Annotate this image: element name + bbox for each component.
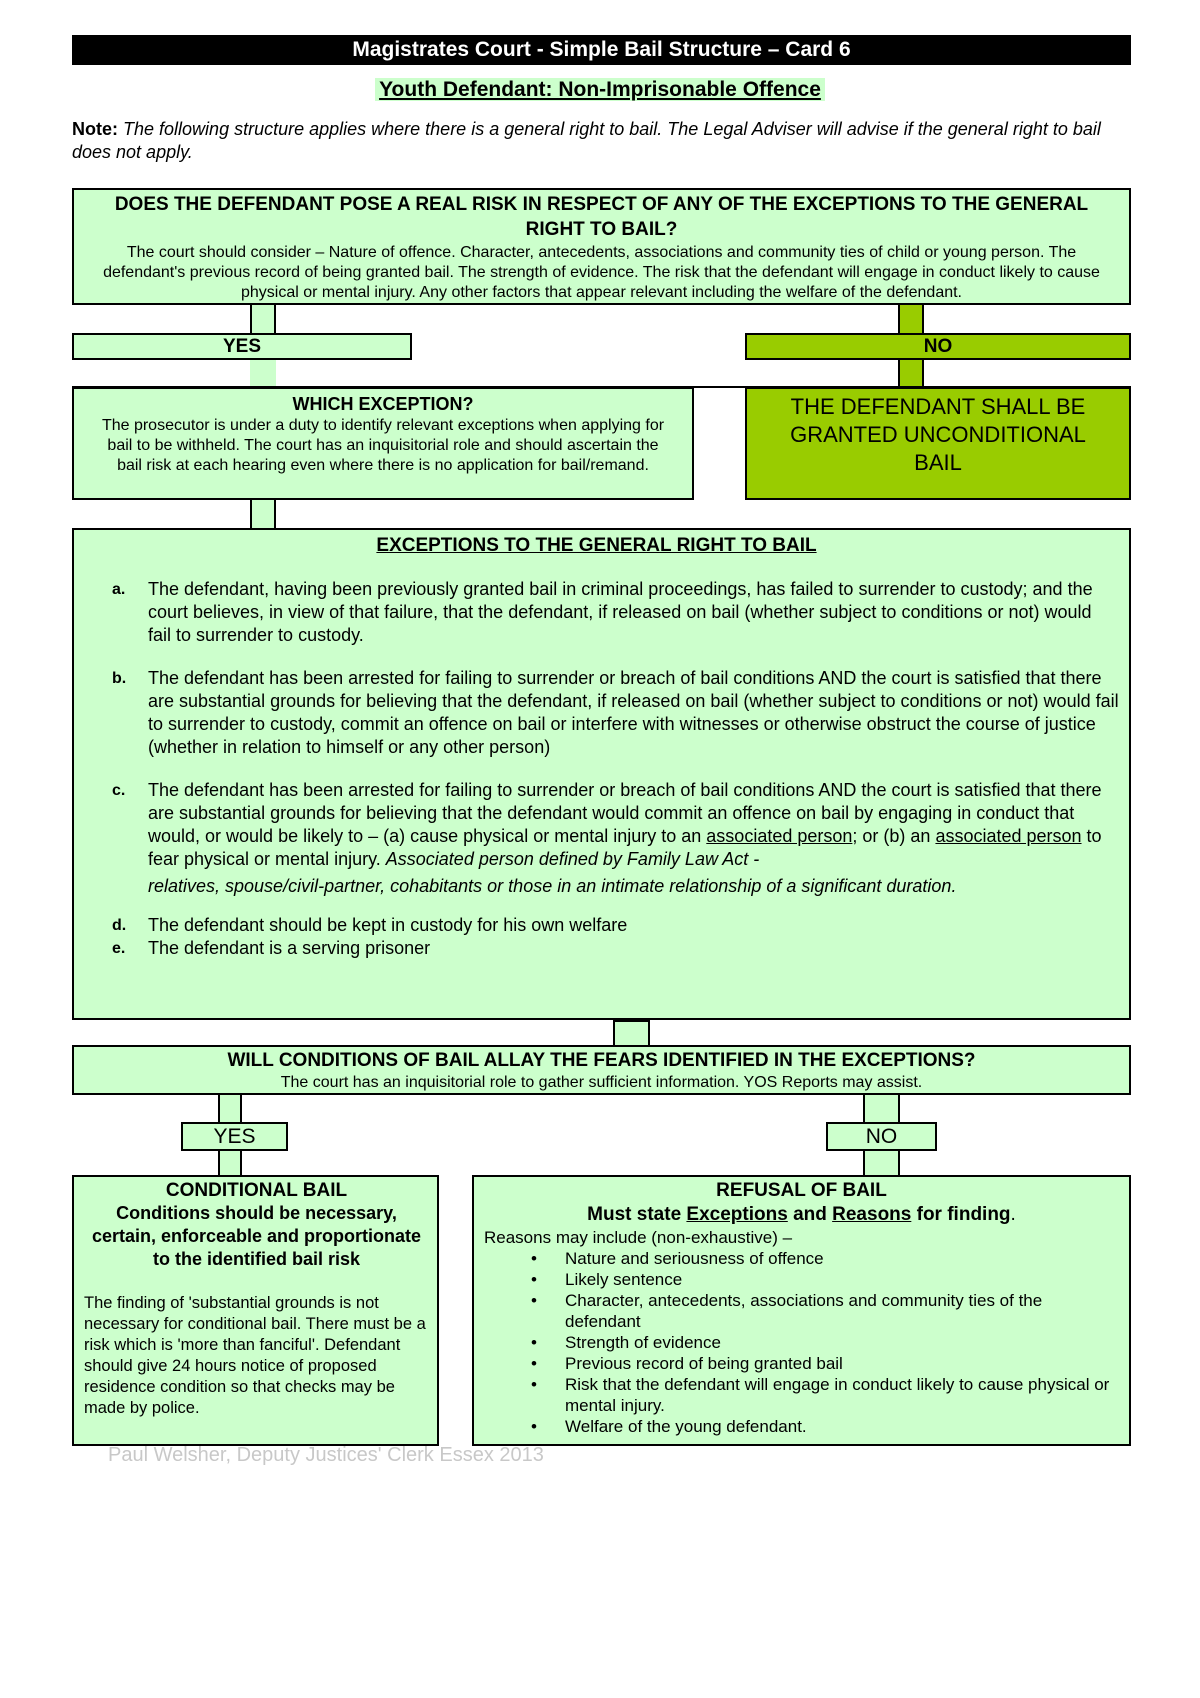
card-title: Magistrates Court - Simple Bail Structure – Card 6 xyxy=(72,35,1131,65)
connector xyxy=(863,1095,900,1122)
card-subtitle xyxy=(0,78,1200,102)
reasons-intro: Reasons may include (non-exhaustive) – xyxy=(484,1228,793,1247)
no-label-1: NO xyxy=(745,333,1131,360)
exception-text: The defendant is a serving prisoner xyxy=(148,938,431,958)
reason-item: • Risk that the defendant will engage in conduct likely to cause physical or mental injury. xyxy=(484,1374,1119,1416)
note-text: The following structure applies where there is a general right to bail. The Legal Adviser will advise if the general right to bail does not apply. xyxy=(72,119,1101,162)
which-exception-box xyxy=(72,387,694,500)
no-label-2: NO xyxy=(826,1122,937,1151)
exceptions-title: EXCEPTIONS TO THE GENERAL RIGHT TO BAIL xyxy=(376,535,817,556)
which-exception-title: WHICH EXCEPTION? xyxy=(292,394,474,414)
exception-label: c. xyxy=(112,782,126,799)
connector xyxy=(218,1151,242,1176)
refusal-subtitle-text: and xyxy=(793,1204,827,1225)
note-label: Note: xyxy=(72,119,118,139)
reason-item: • Character, antecedents, associations and community ties of the defendant xyxy=(484,1290,1119,1332)
connector xyxy=(218,1095,242,1122)
connector xyxy=(250,360,276,387)
exceptions-list xyxy=(74,578,1119,960)
reason-item: • Likely sentence xyxy=(484,1269,1119,1290)
exception-label: e. xyxy=(112,940,126,957)
exception-a xyxy=(74,578,1119,647)
footer-credit: Paul Welsher, Deputy Justices' Clerk Essex 2013 xyxy=(108,1444,544,1466)
exception-b xyxy=(74,667,1119,759)
unconditional-bail-box xyxy=(745,387,1131,500)
refusal-subtitle-term: Exceptions xyxy=(686,1204,788,1225)
reason-item: • Previous record of being granted bail xyxy=(484,1353,1119,1374)
risk-question-body: The court should consider – Nature of offence. Character, antecedents, associations and community ties of child or young person. The defendant's previous record of being granted bail. The strength of evidence. The risk that the defendant will engage in conduct likely to cause physical or mental injury. Any other factors that appear relevant including the welfare of the defendant. xyxy=(103,244,1100,301)
exception-text: The defendant has been arrested for failing to surrender or breach of bail conditions AND the court is satisfied that there are substantial grounds for believing that the defendant, if released on bail (whether subject to conditions or not) would fail to surrender to custody, commit an offence on bail or interfere with witnesses or otherwise obstruct the course of justice (whether in relation to himself or any other person) xyxy=(148,668,1119,757)
exceptions-box xyxy=(72,528,1131,1020)
refusal-subtitle-text: Must state xyxy=(587,1204,682,1225)
conditional-bail-box xyxy=(72,1175,439,1446)
refusal-subtitle-term: Reasons xyxy=(832,1204,912,1225)
exception-text: to fear physical or mental injury. xyxy=(148,826,1102,869)
exception-label: a. xyxy=(112,581,126,598)
associated-person-term: associated person xyxy=(935,826,1082,846)
associated-person-term: associated person xyxy=(706,826,853,846)
connector xyxy=(250,305,276,333)
exception-label: b. xyxy=(112,670,127,687)
connector xyxy=(863,1151,900,1176)
exception-c xyxy=(74,779,1119,898)
refusal-of-bail-box xyxy=(472,1175,1131,1446)
refusal-subtitle xyxy=(484,1202,1119,1227)
exception-d xyxy=(74,914,1119,937)
subtitle-text: Youth Defendant: Non-Imprisonable Offence xyxy=(375,78,825,101)
refusal-title: REFUSAL OF BAIL xyxy=(716,1180,887,1201)
conditions-question-title: WILL CONDITIONS OF BAIL ALLAY THE FEARS IDENTIFIED IN THE EXCEPTIONS? xyxy=(227,1050,976,1071)
conditions-question-body: The court has an inquisitorial role to gather sufficient information. YOS Reports may assist. xyxy=(280,1074,923,1091)
connector xyxy=(250,500,276,528)
reason-item: • Strength of evidence xyxy=(484,1332,1119,1353)
connector xyxy=(898,305,924,333)
yes-label-1: YES xyxy=(72,333,412,360)
conditional-bail-body: The finding of 'substantial grounds is not necessary for conditional bail. There must be a risk which is 'more than fanciful'. Defendant should give 24 hours notice of proposed residence condition so that checks may be made by police. xyxy=(84,1294,426,1417)
conditions-question-box xyxy=(72,1045,1131,1095)
exception-text: The defendant has been arrested for failing to surrender or breach of bail conditions AND the court is satisfied that there are substantial grounds for believing that the defendant would commit an offence on bail by engaging in conduct that would, or would be likely to – (a) cause physical or mental injury to an xyxy=(148,780,1102,846)
connector xyxy=(613,1020,650,1046)
exception-text: The defendant, having been previously granted bail in criminal proceedings, has failed to surrender to custody; and the court believes, in view of that failure, that the defendant, if released on bail (whether subject to conditions or not) would fail to surrender to custody. xyxy=(148,579,1093,645)
conditional-bail-subtitle: Conditions should be necessary, certain, enforceable and proportionate to the identified bail risk xyxy=(91,1203,422,1269)
definition-note: Associated person defined by Family Law Act - xyxy=(385,849,760,869)
which-exception-body: The prosecutor is under a duty to identify relevant exceptions when applying for bail to be withheld. The court has an inquisitorial role and should ascertain the bail risk at each hearing even where there is no application for bail/remand. xyxy=(101,417,665,474)
risk-question-title: DOES THE DEFENDANT POSE A REAL RISK IN RESPECT OF ANY OF THE EXCEPTIONS TO THE GENERAL RIGHT TO BAIL? xyxy=(114,194,1089,240)
conditional-bail-title: CONDITIONAL BAIL xyxy=(165,1180,348,1201)
reasons-list xyxy=(484,1248,1119,1437)
refusal-subtitle-text: for finding xyxy=(916,1204,1011,1225)
note xyxy=(72,118,1137,164)
reason-item: • Welfare of the young defendant. xyxy=(484,1416,1119,1437)
yes-label-2: YES xyxy=(181,1122,288,1151)
connector xyxy=(898,360,924,387)
exception-label: d. xyxy=(112,917,127,934)
definition-detail: relatives, spouse/civil-partner, cohabitants or those in an intimate relationship of a significant duration. xyxy=(148,876,957,896)
exception-e xyxy=(74,937,1119,960)
risk-question-box xyxy=(72,188,1131,305)
reason-item: • Nature and seriousness of offence xyxy=(484,1248,1119,1269)
exception-text: ; or (b) an xyxy=(852,826,931,846)
unconditional-bail-title: THE DEFENDANT SHALL BE GRANTED UNCONDITIONAL BAIL xyxy=(790,394,1086,475)
exception-text: The defendant should be kept in custody for his own welfare xyxy=(148,915,628,935)
refusal-subtitle-text: . xyxy=(1010,1204,1016,1225)
